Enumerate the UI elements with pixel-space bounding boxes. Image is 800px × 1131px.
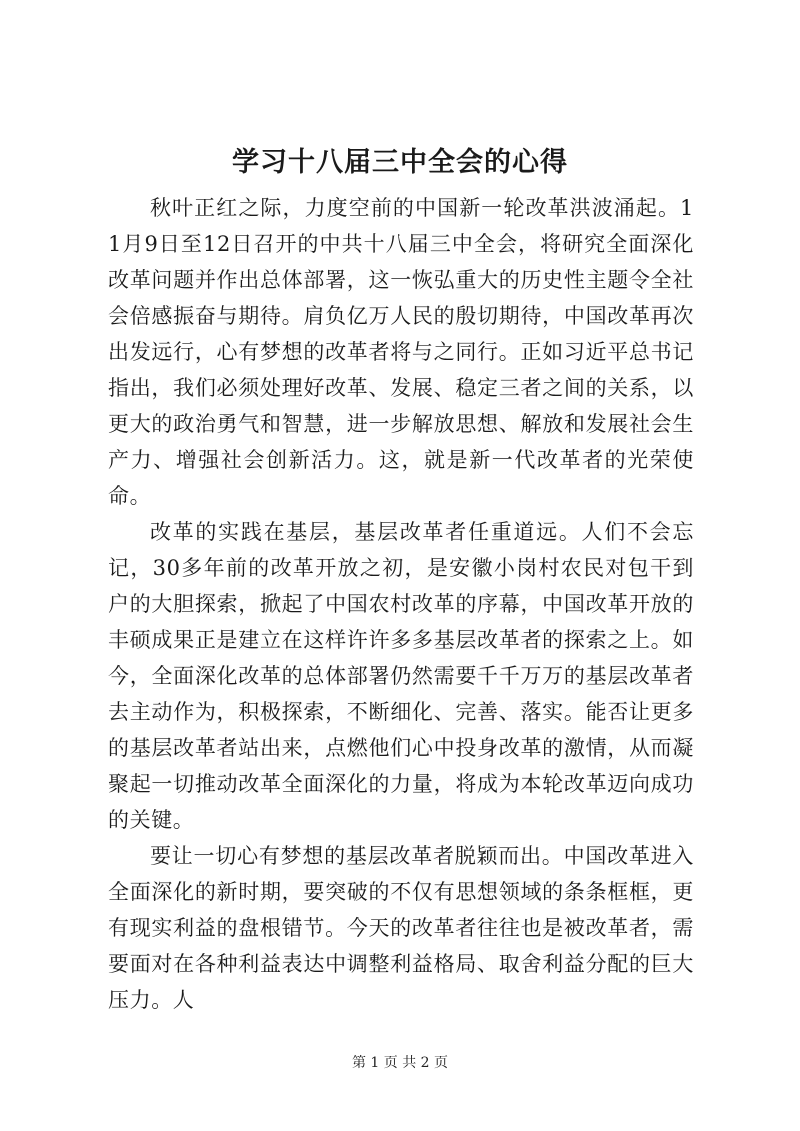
document-body xyxy=(108,190,694,1018)
paragraph-3: 要让一切心有梦想的基层改革者脱颖而出。中国改革进入全面深化的新时期，要突破的不仅有思想领域的条条框框，更有现实利益的盘根错节。今天的改革者往往也是被改革者，需要面对在各种利益表达中调整利益格局、取舍利益分配的巨大压力。人 xyxy=(108,844,694,1012)
paragraph-2: 改革的实践在基层，基层改革者任重道远。人们不会忘记，30多年前的改革开放之初，是安徽小岗村农民对包干到户的大胆探索，掀起了中国农村改革的序幕，中国改革开放的丰硕成果正是建立在这样许许多多基层改革者的探索之上。如今，全面深化改革的总体部署仍然需要千千万万的基层改革者去主动作为，积极探索，不断细化、完善、落实。能否让更多的基层改革者站出来，点燃他们心中投身改革的激情，从而凝聚起一切推动改革全面深化的力量，将成为本轮改革迈向成功的关键。 xyxy=(108,520,694,832)
page-footer: 第 1 页 共 2 页 xyxy=(351,1055,449,1071)
document-title: 学习十八届三中全会的心得 xyxy=(232,147,568,178)
paragraph-1: 秋叶正红之际，力度空前的中国新一轮改革洪波涌起。11月9日至12日召开的中共十八届三中全会，将研究全面深化改革问题并作出总体部署，这一恢弘重大的历史性主题令全社会倍感振奋与期待。肩负亿万人民的殷切期待，中国改革再次出发远行，心有梦想的改革者将与之同行。正如习近平总书记指出，我们必须处理好改革、发展、稳定三者之间的关系，以更大的政治勇气和智慧，进一步解放思想、解放和发展社会生产力、增强社会创新活力。这，就是新一代改革者的光荣使命。 xyxy=(108,196,694,508)
